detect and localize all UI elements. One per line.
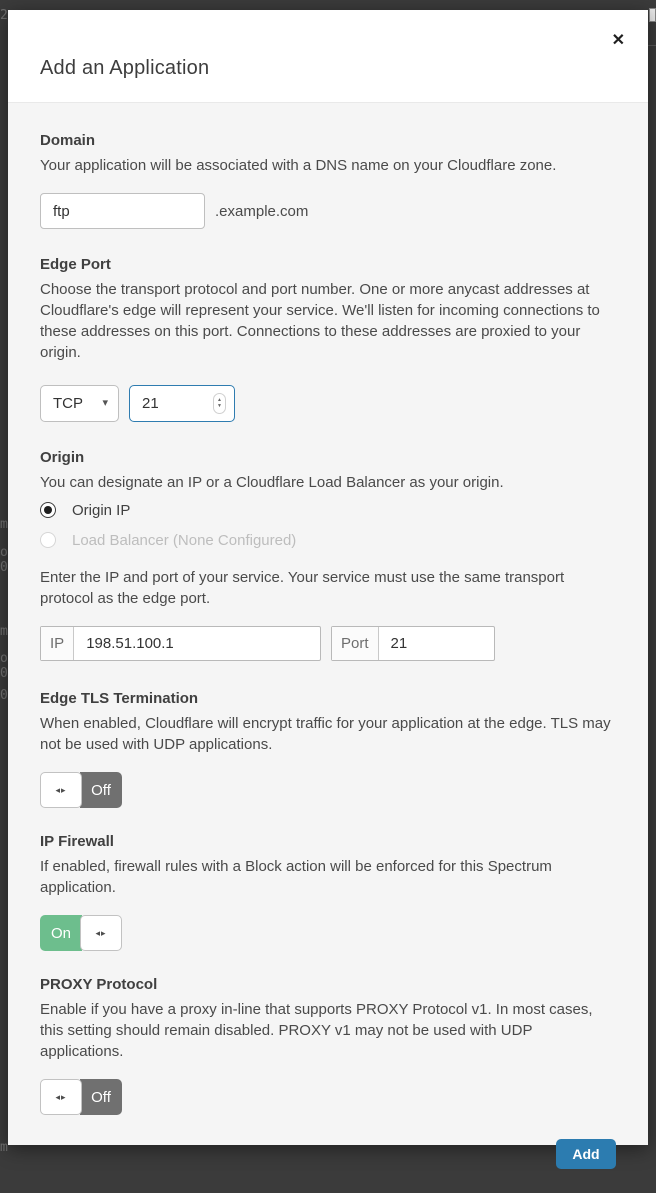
modal-footer [40,1139,616,1169]
domain-label: Domain [40,132,96,149]
stepper-up-icon: ▲ [217,397,222,403]
ip-firewall-toggle-state: On [40,915,82,951]
background-fragment: o [0,651,8,666]
radio-origin-ip-label: Origin IP [72,501,131,519]
close-icon[interactable]: ✕ [611,32,625,49]
ip-prefix-label: IP [41,627,74,660]
background-divider-fragment [648,45,656,46]
protocol-select[interactable] [40,385,119,422]
edge-tls-label: Edge TLS Termination [40,690,199,707]
origin-ip-port-description: Enter the IP and port of your service. Your service must use the same transport protocol as the edge port. [40,569,565,607]
toggle-handle-icon: ◂▸ [40,1079,82,1115]
edge-tls-toggle[interactable] [40,772,124,808]
proxy-protocol-description: Enable if you have a proxy in-line that supports PROXY Protocol v1. In most cases, this setting should remain disabled. PROXY v1 may not be used with UDP applications. [40,1001,593,1060]
domain-row [40,193,616,229]
edge-port-value: 21 [142,395,159,412]
origin-radio-group [40,497,616,553]
toggle-handle-icon: ◂▸ [40,772,82,808]
origin-label: Origin [40,449,85,466]
add-button[interactable]: Add [556,1139,616,1169]
ip-firewall-label: IP Firewall [40,833,114,850]
origin-port-field[interactable] [331,626,495,661]
proxy-protocol-label: PROXY Protocol [40,976,158,993]
modal-body [8,103,648,1193]
ip-firewall-toggle[interactable] [40,915,124,951]
background-fragment: 0 [0,666,8,681]
origin-ip-port-row [40,626,616,661]
toggle-handle-icon: ◂▸ [80,915,122,951]
background-page-fragment [649,8,656,22]
proxy-protocol-toggle-state: Off [80,1079,122,1115]
add-application-modal [8,10,648,1162]
ip-firewall-description: If enabled, firewall rules with a Block action will be enforced for this Spectrum application. [40,858,552,896]
modal-header [8,10,648,103]
edge-tls-toggle-state: Off [80,772,122,808]
edge-port-label: Edge Port [40,256,111,273]
origin-ip-value: 198.51.100.1 [86,635,174,652]
radio-origin-ip[interactable] [40,497,616,523]
edge-port-controls [40,385,616,422]
radio-load-balancer-label: Load Balancer (None Configured) [72,531,297,549]
modal-title: Add an Application [40,57,210,79]
domain-input[interactable] [40,193,205,229]
domain-suffix: .example.com [215,202,309,220]
origin-description: You can designate an IP or a Cloudflare Load Balancer as your origin. [40,474,504,491]
domain-description: Your application will be associated with a DNS name on your Cloudflare zone. [40,157,557,174]
background-fragment: 0 [0,688,8,703]
number-stepper[interactable] [213,393,226,414]
background-fragment: 0 [0,560,8,575]
radio-selected-icon [40,502,56,518]
protocol-value: TCP [53,395,83,412]
background-fragment: o [0,545,8,560]
radio-load-balancer[interactable] [40,527,616,553]
port-prefix-label: Port [332,627,379,660]
background-fragment: m [0,1140,8,1155]
proxy-protocol-toggle[interactable] [40,1079,124,1115]
origin-port-value: 21 [390,635,408,652]
stepper-down-icon: ▼ [217,403,222,409]
background-fragment: m [0,624,8,639]
edge-tls-description: When enabled, Cloudflare will encrypt traffic for your application at the edge. TLS may not be used with UDP applications. [40,715,611,753]
edge-port-input[interactable] [129,385,235,422]
radio-unselected-icon [40,532,56,548]
edge-port-description: Choose the transport protocol and port number. One or more anycast addresses at Cloudflare's edge will represent your service. We'll listen for incoming connections to these addresses on this port. Connections to these addresses are proxied to your origin. [40,281,600,361]
chevron-down-icon: ▾ [102,397,108,409]
origin-ip-field[interactable] [40,626,321,661]
background-fragment: m [0,517,8,532]
background-fragment: 2 [0,8,8,23]
